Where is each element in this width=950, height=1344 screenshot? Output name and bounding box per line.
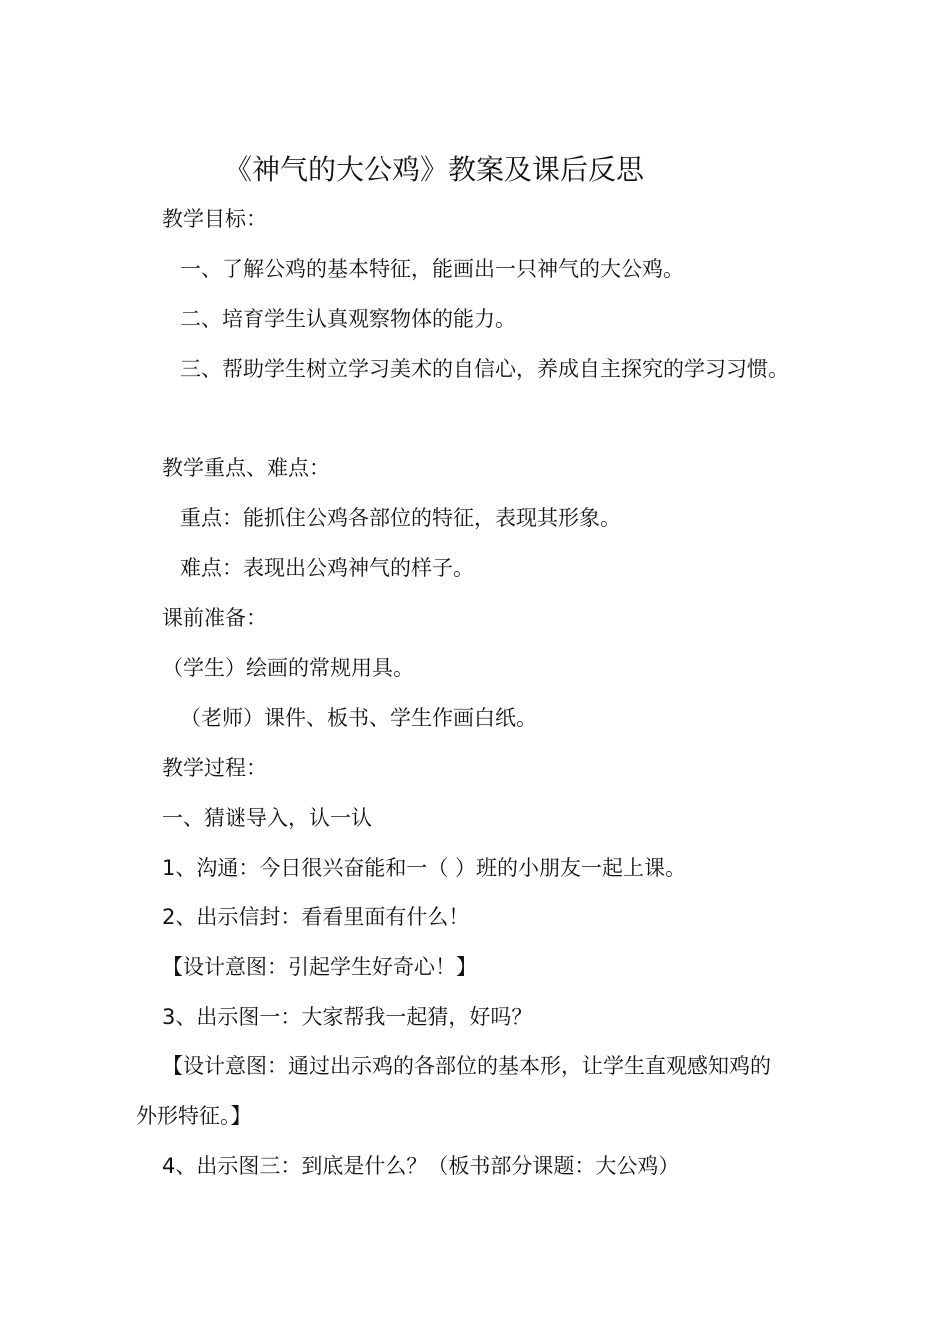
preparation-teacher: （老师）课件、板书、学生作画白纸。	[180, 706, 537, 730]
preparation-students: （学生）绘画的常规用具。	[162, 656, 414, 680]
process-step-4: 4、出示图三：到底是什么？（板书部分课题：大公鸡）	[162, 1154, 680, 1178]
process-step-1: 1、沟通：今日很兴奋能和一（ ）班的小朋友一起上课。	[162, 856, 687, 880]
process-step-heading: 一、猜谜导入，认一认	[162, 806, 372, 830]
section-heading-preparation: 课前准备：	[162, 606, 267, 630]
process-step-2: 2、出示信封：看看里面有什么！	[162, 905, 470, 929]
section-heading-process: 教学过程：	[162, 756, 267, 780]
objective-1: 一、了解公鸡的基本特征，能画出一只神气的大公鸡。	[180, 257, 684, 281]
section-heading-objectives: 教学目标：	[162, 207, 267, 231]
section-heading-key-points: 教学重点、难点：	[162, 456, 330, 480]
objective-3: 三、帮助学生树立学习美术的自信心，养成自主探究的学习习惯。	[180, 357, 789, 381]
key-point: 重点：能抓住公鸡各部位的特征，表现其形象。	[180, 506, 621, 530]
design-intent-1: 【设计意图：引起学生好奇心！】	[162, 955, 477, 979]
objective-2: 二、培育学生认真观察物体的能力。	[180, 307, 516, 331]
design-intent-2: 【设计意图：通过出示鸡的各部位的基本形，让学生直观感知鸡的	[162, 1054, 771, 1078]
difficult-point: 难点：表现出公鸡神气的样子。	[180, 556, 474, 580]
process-step-3: 3、出示图一：大家帮我一起猜，好吗？	[162, 1005, 533, 1029]
design-intent-2-continued: 外形特征。】	[136, 1104, 252, 1128]
document-title: 《神气的大公鸡》教案及课后反思	[223, 153, 644, 186]
